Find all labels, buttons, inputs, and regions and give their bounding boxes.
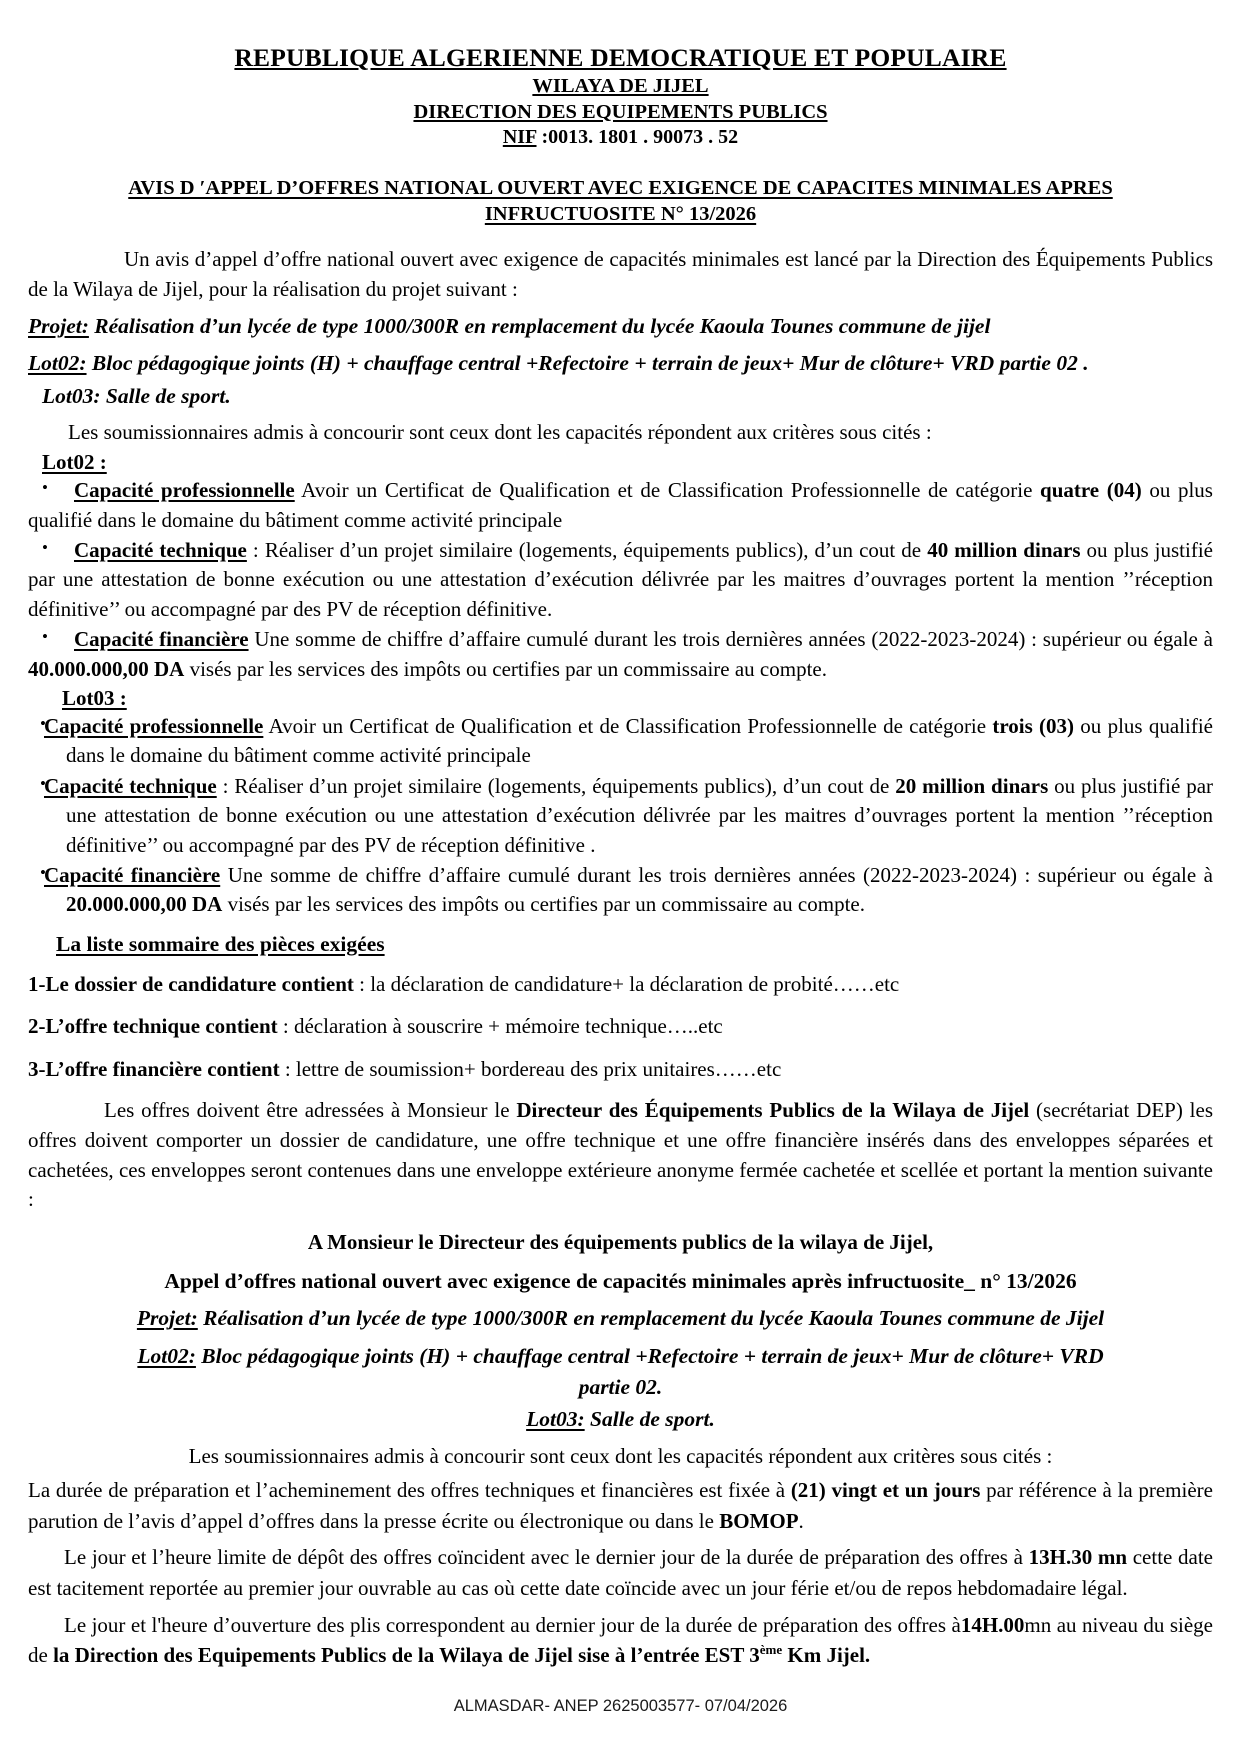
project-label: Projet: (28, 313, 89, 338)
opening-address-sup: ème (759, 1642, 783, 1658)
piece-text: : la déclaration de candidature+ la déclaration de probité……etc (353, 971, 900, 996)
piece-label: 1-Le dossier de candidature contient (28, 971, 354, 996)
lot03-criteria-heading-text: Lot03 : (62, 686, 127, 710)
list-item (28, 712, 1213, 771)
header-republic-line (28, 44, 1213, 73)
opening-text-a: Le jour et l'heure d’ouverture des plis correspondent au dernier jour de la durée de préparation des offres à (64, 1612, 961, 1637)
opening-address-b: Km Jijel. (782, 1643, 871, 1668)
piece-item-3 (28, 1055, 1213, 1084)
criterion-text-b: visés par les services des impôts ou certifies par un commissaire au compte. (184, 656, 827, 681)
header-republic-text: REPUBLIQUE ALGERIENNE DEMOCRATIQUE ET POPULAIRE (234, 43, 1007, 72)
duration-text-a: La durée de préparation et l’acheminement des offres techniques et financières est fixée à (28, 1478, 791, 1503)
bomop-label: BOMOP (719, 1508, 799, 1533)
lot03-project-line (28, 381, 1213, 412)
deposit-paragraph (28, 1542, 1213, 1603)
header-nif-line (28, 126, 1213, 148)
document-header (28, 44, 1213, 149)
lot02-project-line (28, 348, 1213, 379)
criterion-bold: trois (03) (992, 714, 1075, 738)
list-item (28, 772, 1213, 860)
mention-soumissionnaires: Les soumissionnaires admis à concourir sont ceux dont les capacités répondent aux critères sous cités : (188, 1444, 1053, 1469)
intro-paragraph: Un avis d’appel d’offre national ouvert avec exigence de capacités minimales est lancé par la Direction des Équipements Publics de la Wilaya de Jijel, pour la réalisation du projet suivant : (28, 247, 1213, 302)
criterion-label: Capacité financière (44, 862, 221, 887)
criterion-text-b: ou plus justifié par une attestation de bonne exécution ou une attestation d’exécution délivrée par les maitres d’ouvrages portent la mention ’’réception définitive’’ ou accompagné par des PV de réception définitive. (28, 538, 1213, 621)
criterion-label: Capacité professionnelle (74, 478, 295, 503)
project-line (28, 311, 1213, 342)
criterion-bold: 20.000.000,00 DA (66, 892, 223, 917)
criterion-label: Capacité technique (44, 773, 217, 798)
criterion-text-b: ou plus qualifié dans le domaine du bâtiment comme activité principale (66, 714, 1213, 768)
criterion-text-b: ou plus justifié par une attestation de bonne exécution ou une attestation d’exécution délivrée par les maitres d’ouvrages portent la mention ’’réception définitive’’ ou accompagné par des PV de réception définitive . (66, 773, 1214, 857)
mention-lot03-label: Lot03: (526, 1407, 585, 1432)
opening-text-b: mn au niveau du siège de (28, 1612, 1214, 1668)
header-wilaya-text: WILAYA DE JIJEL (532, 74, 709, 97)
criteria-intro: Les soumissionnaires admis à concourir sont ceux dont les capacités répondent aux critères sous cités : (68, 420, 932, 445)
deposit-text-b: cette date est tacitement reportée au premier jour ouvrable au cas où cette date coïncide avec un jour férie et/ou de repos hebdomadaire légal. (28, 1545, 1214, 1600)
list-item (28, 536, 1213, 624)
footer-anep-reference: ALMASDAR- ANEP 2625003577- 07/04/2026 (453, 1696, 788, 1715)
duration-days: (21) vingt et un jours (790, 1478, 981, 1503)
duration-text-c: . (798, 1508, 804, 1533)
piece-item-1 (28, 970, 1213, 999)
deposit-time: 13H.30 mn (1028, 1545, 1128, 1570)
mention-project-text: Réalisation d’un lycée de type 1000/300R en remplacement du lycée Kaoula Tounes commune de Jijel (197, 1305, 1105, 1330)
page-title-line-2: INFRUCTUOSITE N° 13/2026 (484, 203, 757, 226)
offers-lead-a: Les offres doivent être adressées à Monsieur le (104, 1097, 517, 1122)
criterion-text-a: : Réaliser d’un projet similaire (logements, équipements publics), d’un cout de (216, 773, 896, 798)
criterion-text-b: ou plus qualifié dans le domaine du bâtiment comme activité principale (28, 478, 1213, 532)
lot03-text: Salle de sport. (100, 384, 231, 409)
criterion-text-b: visés par les services des impôts ou certifies par un commissaire au compte. (222, 892, 865, 917)
opening-address-a: la Direction des Equipements Publics de la Wilaya de Jijel sise à l’entrée EST 3 (53, 1643, 760, 1668)
header-wilaya-line (28, 75, 1213, 98)
mention-project-line (28, 1303, 1213, 1335)
mention-lot03-text: Salle de sport. (584, 1407, 715, 1432)
lot02-criteria-heading (28, 450, 1213, 475)
mention-line-2-b: _ n° 13/2026 (964, 1268, 1077, 1293)
offers-director: Directeur des Équipements Publics de la Wilaya de Jijel (516, 1097, 1030, 1122)
piece-label: 3-L’offre financière contient (28, 1056, 280, 1081)
duration-paragraph (28, 1475, 1213, 1536)
opening-time: 14H.00 (960, 1612, 1025, 1637)
mention-lot02-line-2: partie 02. (578, 1375, 663, 1400)
criterion-label: Capacité financière (74, 627, 249, 652)
list-item (28, 625, 1213, 684)
criterion-label: Capacité professionnelle (44, 714, 264, 738)
duration-text-b: par référence à la première parution de l’avis d’appel d’offres dans la presse écrite ou électronique ou dans le (28, 1478, 1213, 1533)
criterion-bold: quatre (04) (1040, 478, 1142, 503)
mention-project-label: Projet: (136, 1305, 198, 1330)
nif-value: :0013. 1801 . 90073 . 52 (536, 126, 739, 149)
criterion-bold: 40.000.000,00 DA (28, 656, 185, 681)
pieces-heading (28, 932, 1213, 957)
offers-lead-b: (secrétariat DEP) les offres doivent comporter un dossier de candidature, une offre technique et une offre financière insérés dans des enveloppes séparées et cachetées, ces enveloppes seront contenues dans une enveloppe extérieure anonyme fermée cachetée et scellée et portant la mention suivante : (28, 1097, 1213, 1212)
lot03-label: Lot03: (42, 384, 101, 409)
header-direction-line (28, 101, 1213, 124)
lot03-criteria-list (28, 712, 1213, 920)
deposit-text-a: Le jour et l’heure limite de dépôt des offres coïncident avec le dernier jour de la durée de préparation des offres à (64, 1545, 1029, 1570)
lot02-text: Bloc pédagogique joints (H) + chauffage central +Refectoire + terrain de jeux+ Mur de clôture+ VRD partie 02 . (86, 351, 1089, 376)
opening-paragraph (28, 1610, 1213, 1671)
mention-lot02-text: Bloc pédagogique joints (H) + chauffage central +Refectoire + terrain de jeux+ Mur de clôture+ VRD (195, 1343, 1104, 1368)
mention-lot03-line (28, 1404, 1213, 1436)
list-item (28, 476, 1213, 535)
header-direction-text: DIRECTION DES EQUIPEMENTS PUBLICS (413, 100, 828, 123)
nif-label: NIF (502, 126, 537, 149)
project-text: Réalisation d’un lycée de type 1000/300R en remplacement du lycée Kaoula Tounes commune de jijel (88, 313, 991, 338)
criterion-text-a: : Réaliser d’un projet similaire (logements, équipements publics), d’un cout de (246, 538, 928, 563)
lot02-label: Lot02: (28, 351, 87, 376)
piece-label: 2-L’offre technique contient (28, 1014, 278, 1039)
offers-paragraph (28, 1096, 1213, 1215)
mention-line-1: A Monsieur le Directeur des équipements publics de la wilaya de Jijel, (307, 1230, 934, 1255)
criterion-text-a: Avoir un Certificat de Qualification et de Classification Professionnelle de catégorie (294, 478, 1041, 503)
mention-line-2-a: Appel d’offres national ouvert avec exigence de capacités minimales après infructuosite (164, 1268, 965, 1293)
mention-line-2 (28, 1266, 1213, 1297)
lot03-criteria-heading (28, 686, 1213, 711)
list-item (28, 861, 1213, 920)
mention-lot02-line (28, 1341, 1213, 1373)
piece-text: : lettre de soumission+ bordereau des prix unitaires……etc (279, 1056, 782, 1081)
page-title-line-1: AVIS D ′APPEL D’OFFRES NATIONAL OUVERT AVEC EXIGENCE DE CAPACITES MINIMALES APRES (128, 176, 1113, 199)
criterion-label: Capacité technique (74, 538, 247, 563)
criterion-bold: 20 million dinars (895, 773, 1049, 798)
pieces-heading-text: La liste sommaire des pièces exigées (56, 931, 385, 956)
lot02-criteria-list (28, 476, 1213, 684)
lot02-criteria-heading-text: Lot02 : (42, 450, 107, 475)
mention-lot02-label: Lot02: (137, 1343, 196, 1368)
piece-text: : déclaration à souscrire + mémoire technique…..etc (277, 1014, 723, 1039)
piece-item-2 (28, 1012, 1213, 1041)
criterion-text-a: Avoir un Certificat de Qualification et de Classification Professionnelle de catégorie (263, 714, 993, 738)
criterion-bold: 40 million dinars (927, 538, 1081, 563)
criterion-text-a: Une somme de chiffre d’affaire cumulé durant les trois dernières années (2022-2023-2024) : supérieur ou égale à (220, 862, 1213, 887)
page-title (28, 175, 1213, 227)
criterion-text-a: Une somme de chiffre d’affaire cumulé durant les trois dernières années (2022-2023-2024) : supérieur ou égale à (248, 627, 1213, 652)
